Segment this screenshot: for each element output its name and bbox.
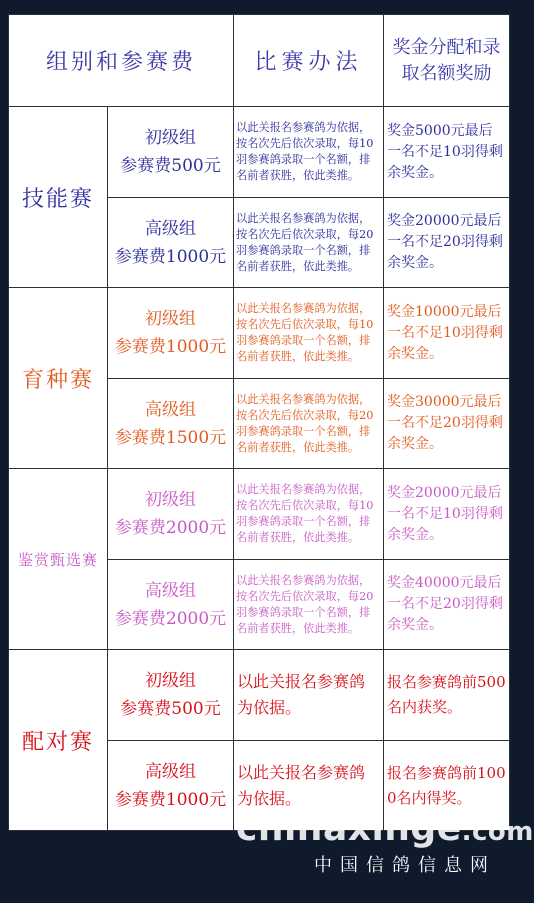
category-skill: 技能赛 (9, 107, 108, 288)
group-cell (108, 650, 234, 741)
method-cell: 以此关报名参赛鸽为依据。 (234, 650, 384, 741)
table-row (9, 288, 510, 379)
group-fee: 参赛费1000元 (114, 789, 227, 810)
group-fee: 参赛费500元 (120, 156, 221, 176)
watermark-brand: chinaxinge (236, 808, 462, 849)
group-cell (108, 560, 234, 650)
header-method: 比赛办法 (234, 15, 384, 107)
prize-cell: 奖金20000元最后一名不足20羽得剩余奖金。 (384, 198, 510, 288)
watermark-subtitle: 中国信鸽信息网 (314, 855, 496, 876)
group-fee: 参赛费2000元 (114, 518, 227, 538)
table-row (9, 469, 510, 560)
group-cell (108, 379, 234, 469)
watermark-dot: . (461, 817, 472, 847)
method-cell: 以此关报名参赛鸽为依据。 (234, 741, 384, 831)
prize-cell: 报名参赛鸽前500名内获奖。 (384, 650, 510, 741)
prize-cell: 奖金30000元最后一名不足20羽得剩余奖金。 (384, 379, 510, 469)
group-fee: 参赛费1000元 (114, 246, 227, 267)
group-cell (108, 107, 234, 198)
group-level: 高级组 (145, 761, 196, 782)
prize-cell: 报名参赛鸽前1000名内得奖。 (384, 741, 510, 831)
group-cell (108, 469, 234, 560)
prize-cell: 奖金20000元最后一名不足10羽得剩余奖金。 (384, 469, 510, 560)
group-fee: 参赛费1500元 (114, 427, 227, 448)
header-prize: 奖金分配和录取名额奖励 (384, 15, 510, 107)
group-level: 初级组 (145, 490, 196, 510)
method-cell: 以此关报名参赛鸽为依据，按名次先后依次录取，每20羽参赛鸽录取一个名额，排名前者获胜，依此类推。 (234, 198, 384, 288)
header-row (9, 15, 510, 107)
method-cell: 以此关报名参赛鸽为依据，按名次先后依次录取，每20羽参赛鸽录取一个名额，排名前者获胜，依此类推。 (234, 560, 384, 650)
group-level: 高级组 (145, 580, 196, 601)
method-cell: 以此关报名参赛鸽为依据，按名次先后依次录取，每10羽参赛鸽录取一个名额，排名前者获胜，依此类推。 (234, 107, 384, 198)
watermark-tld: com (472, 817, 534, 847)
group-cell (108, 198, 234, 288)
group-fee: 参赛费2000元 (114, 608, 227, 629)
table-row (9, 107, 510, 198)
group-cell (108, 288, 234, 379)
group-cell (108, 741, 234, 831)
category-pairing: 配对赛 (9, 650, 108, 831)
group-level: 高级组 (145, 399, 196, 420)
group-level: 初级组 (145, 671, 196, 691)
method-cell: 以此关报名参赛鸽为依据，按名次先后依次录取，每10羽参赛鸽录取一个名额，排名前者获胜，依此类推。 (234, 288, 384, 379)
group-level: 高级组 (145, 218, 196, 239)
table-row (9, 650, 510, 741)
category-appraisal: 鉴赏甄选赛 (9, 469, 108, 650)
group-level: 初级组 (145, 128, 196, 148)
method-cell: 以此关报名参赛鸽为依据，按名次先后依次录取，每10羽参赛鸽录取一个名额，排名前者获胜，依此类推。 (234, 469, 384, 560)
header-group-fee: 组别和参赛费 (9, 15, 234, 107)
method-cell: 以此关报名参赛鸽为依据，按名次先后依次录取，每20羽参赛鸽录取一个名额，排名前者获胜，依此类推。 (234, 379, 384, 469)
prize-cell: 奖金5000元最后一名不足10羽得剩余奖金。 (384, 107, 510, 198)
group-level: 初级组 (145, 309, 196, 329)
watermark-logo (236, 808, 534, 849)
fee-table (8, 14, 510, 831)
category-breeding: 育种赛 (9, 288, 108, 469)
group-fee: 参赛费500元 (120, 699, 221, 719)
prize-cell: 奖金10000元最后一名不足10羽得剩余奖金。 (384, 288, 510, 379)
prize-cell: 奖金40000元最后一名不足20羽得剩余奖金。 (384, 560, 510, 650)
group-fee: 参赛费1000元 (114, 337, 227, 357)
